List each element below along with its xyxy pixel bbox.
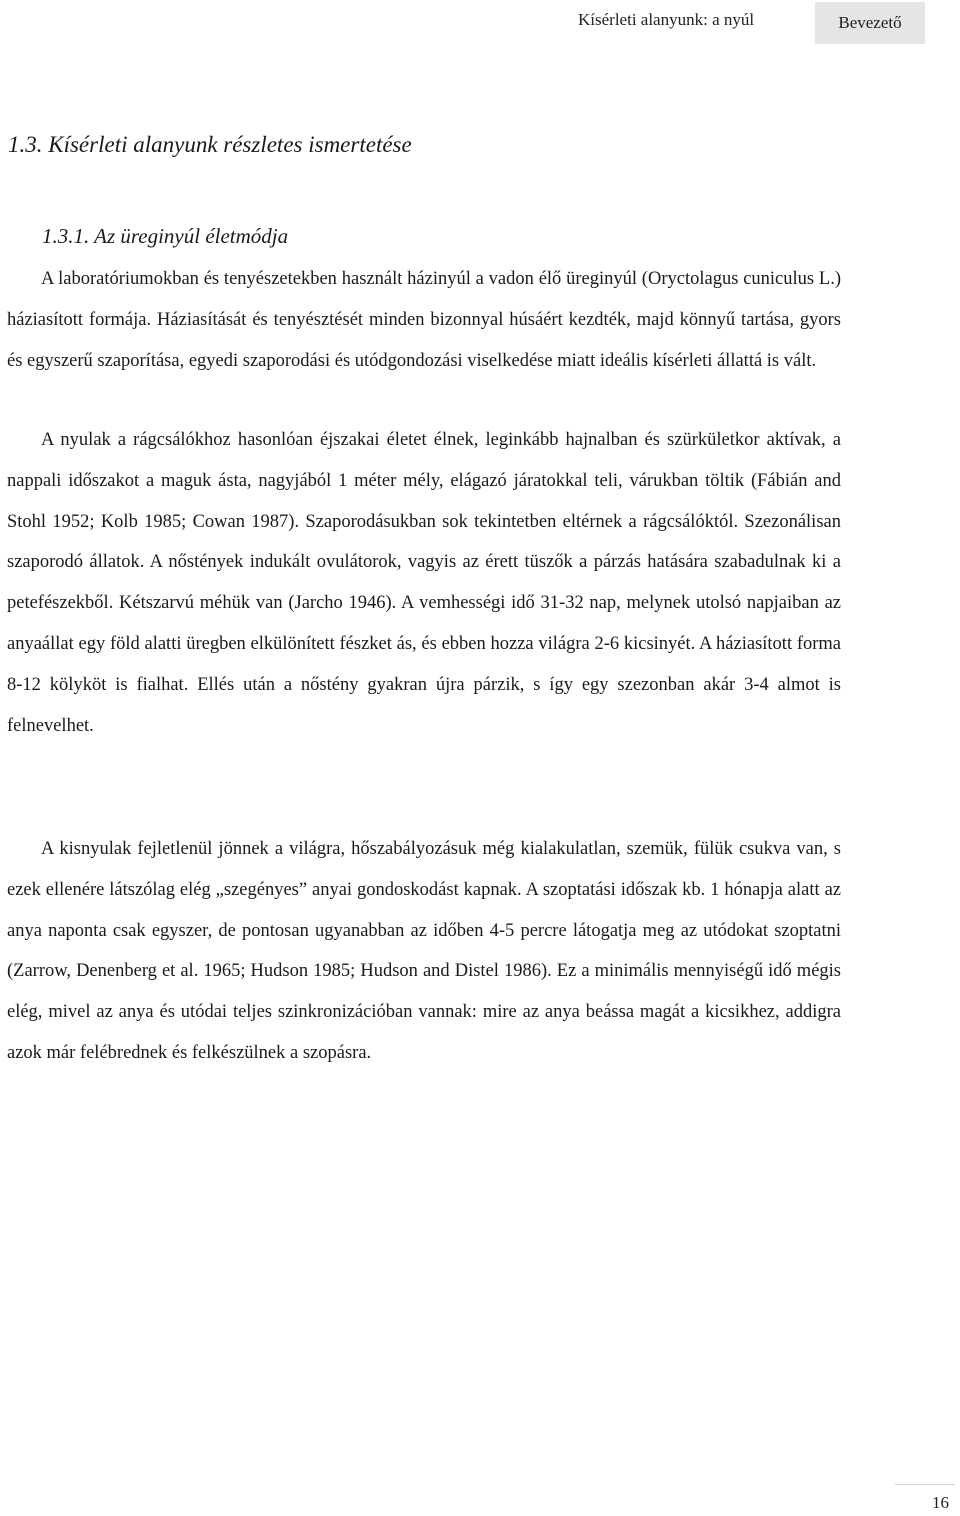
section-title: 1.3. Kísérleti alanyunk részletes ismertetése xyxy=(8,132,412,157)
running-header-section-tab xyxy=(815,2,925,44)
paragraph-3: A kisnyulak fejletlenül jönnek a világra, hőszabályozásuk még kialakulatlan, szemük, fülük csukva van, s ezek ellenére látszólag elég „szegényes” anyai gondoskodást kapnak. A szoptatási időszak kb. 1 hónapja alatt az anya naponta csak egyszer, de pontosan ugyanabban az időben 4-5 percre látogatja meg az utódokat szoptatni (Zarrow, Denenberg et al. 1965; Hudson 1985; Hudson and Distel 1986). Ez a minimális mennyiségű idő mégis elég, mivel az anya és utódai teljes szinkronizációban vannak: mire az anya beássa magát a kicsikhez, addigra azok már felébrednek és felkészülnek a szopásra. xyxy=(7,839,841,1063)
subsection-title: 1.3.1. Az üreginyúl életmódja xyxy=(42,224,289,248)
page-number: 16 xyxy=(932,1493,949,1512)
paragraph-1: A laboratóriumokban és tenyészetekben használt házinyúl a vadon élő üreginyúl (Oryctolagus cuniculus L.) háziasított formája. Háziasítását és tenyésztését minden bizonnyal húsáért kezdték, majd könnyű tartása, gyors és egyszerű szaporítása, egyedi szaporodási és utódgondozási viselkedése miatt ideális kísérleti állattá is vált. xyxy=(7,269,841,371)
section-tab-label: Bevezető xyxy=(838,13,902,32)
running-header-chapter: Kísérleti alanyunk: a nyúl xyxy=(578,10,755,29)
footer-divider xyxy=(895,1484,955,1485)
paragraph-2: A nyulak a rágcsálókhoz hasonlóan éjszakai életet élnek, leginkább hajnalban és szürkületkor aktívak, a nappali időszakot a maguk ásta, nagyjából 1 méter mély, elágazó járatokkal teli, várukban töltik (Fábián and Stohl 1952; Kolb 1985; Cowan 1987). Szaporodásukban sok tekintetben eltérnek a rágcsálóktól. Szezonálisan szaporodó állatok. A nőstények indukált ovulátorok, vagyis az érett tüszők a párzás hatására szabadulnak ki a petefészekből. Kétszarvú méhük van (Jarcho 1946). A vemhességi idő 31-32 nap, melynek utolsó napjaiban az anyaállat egy föld alatti üregben elkülönített fészket ás, és ebben hozza világra 2-6 kicsinyét. A háziasított forma 8-12 kölyköt is fialhat. Ellés után a nőstény gyakran újra párzik, s így egy szezonban akár 3-4 almot is felnevelhet. xyxy=(7,430,841,736)
